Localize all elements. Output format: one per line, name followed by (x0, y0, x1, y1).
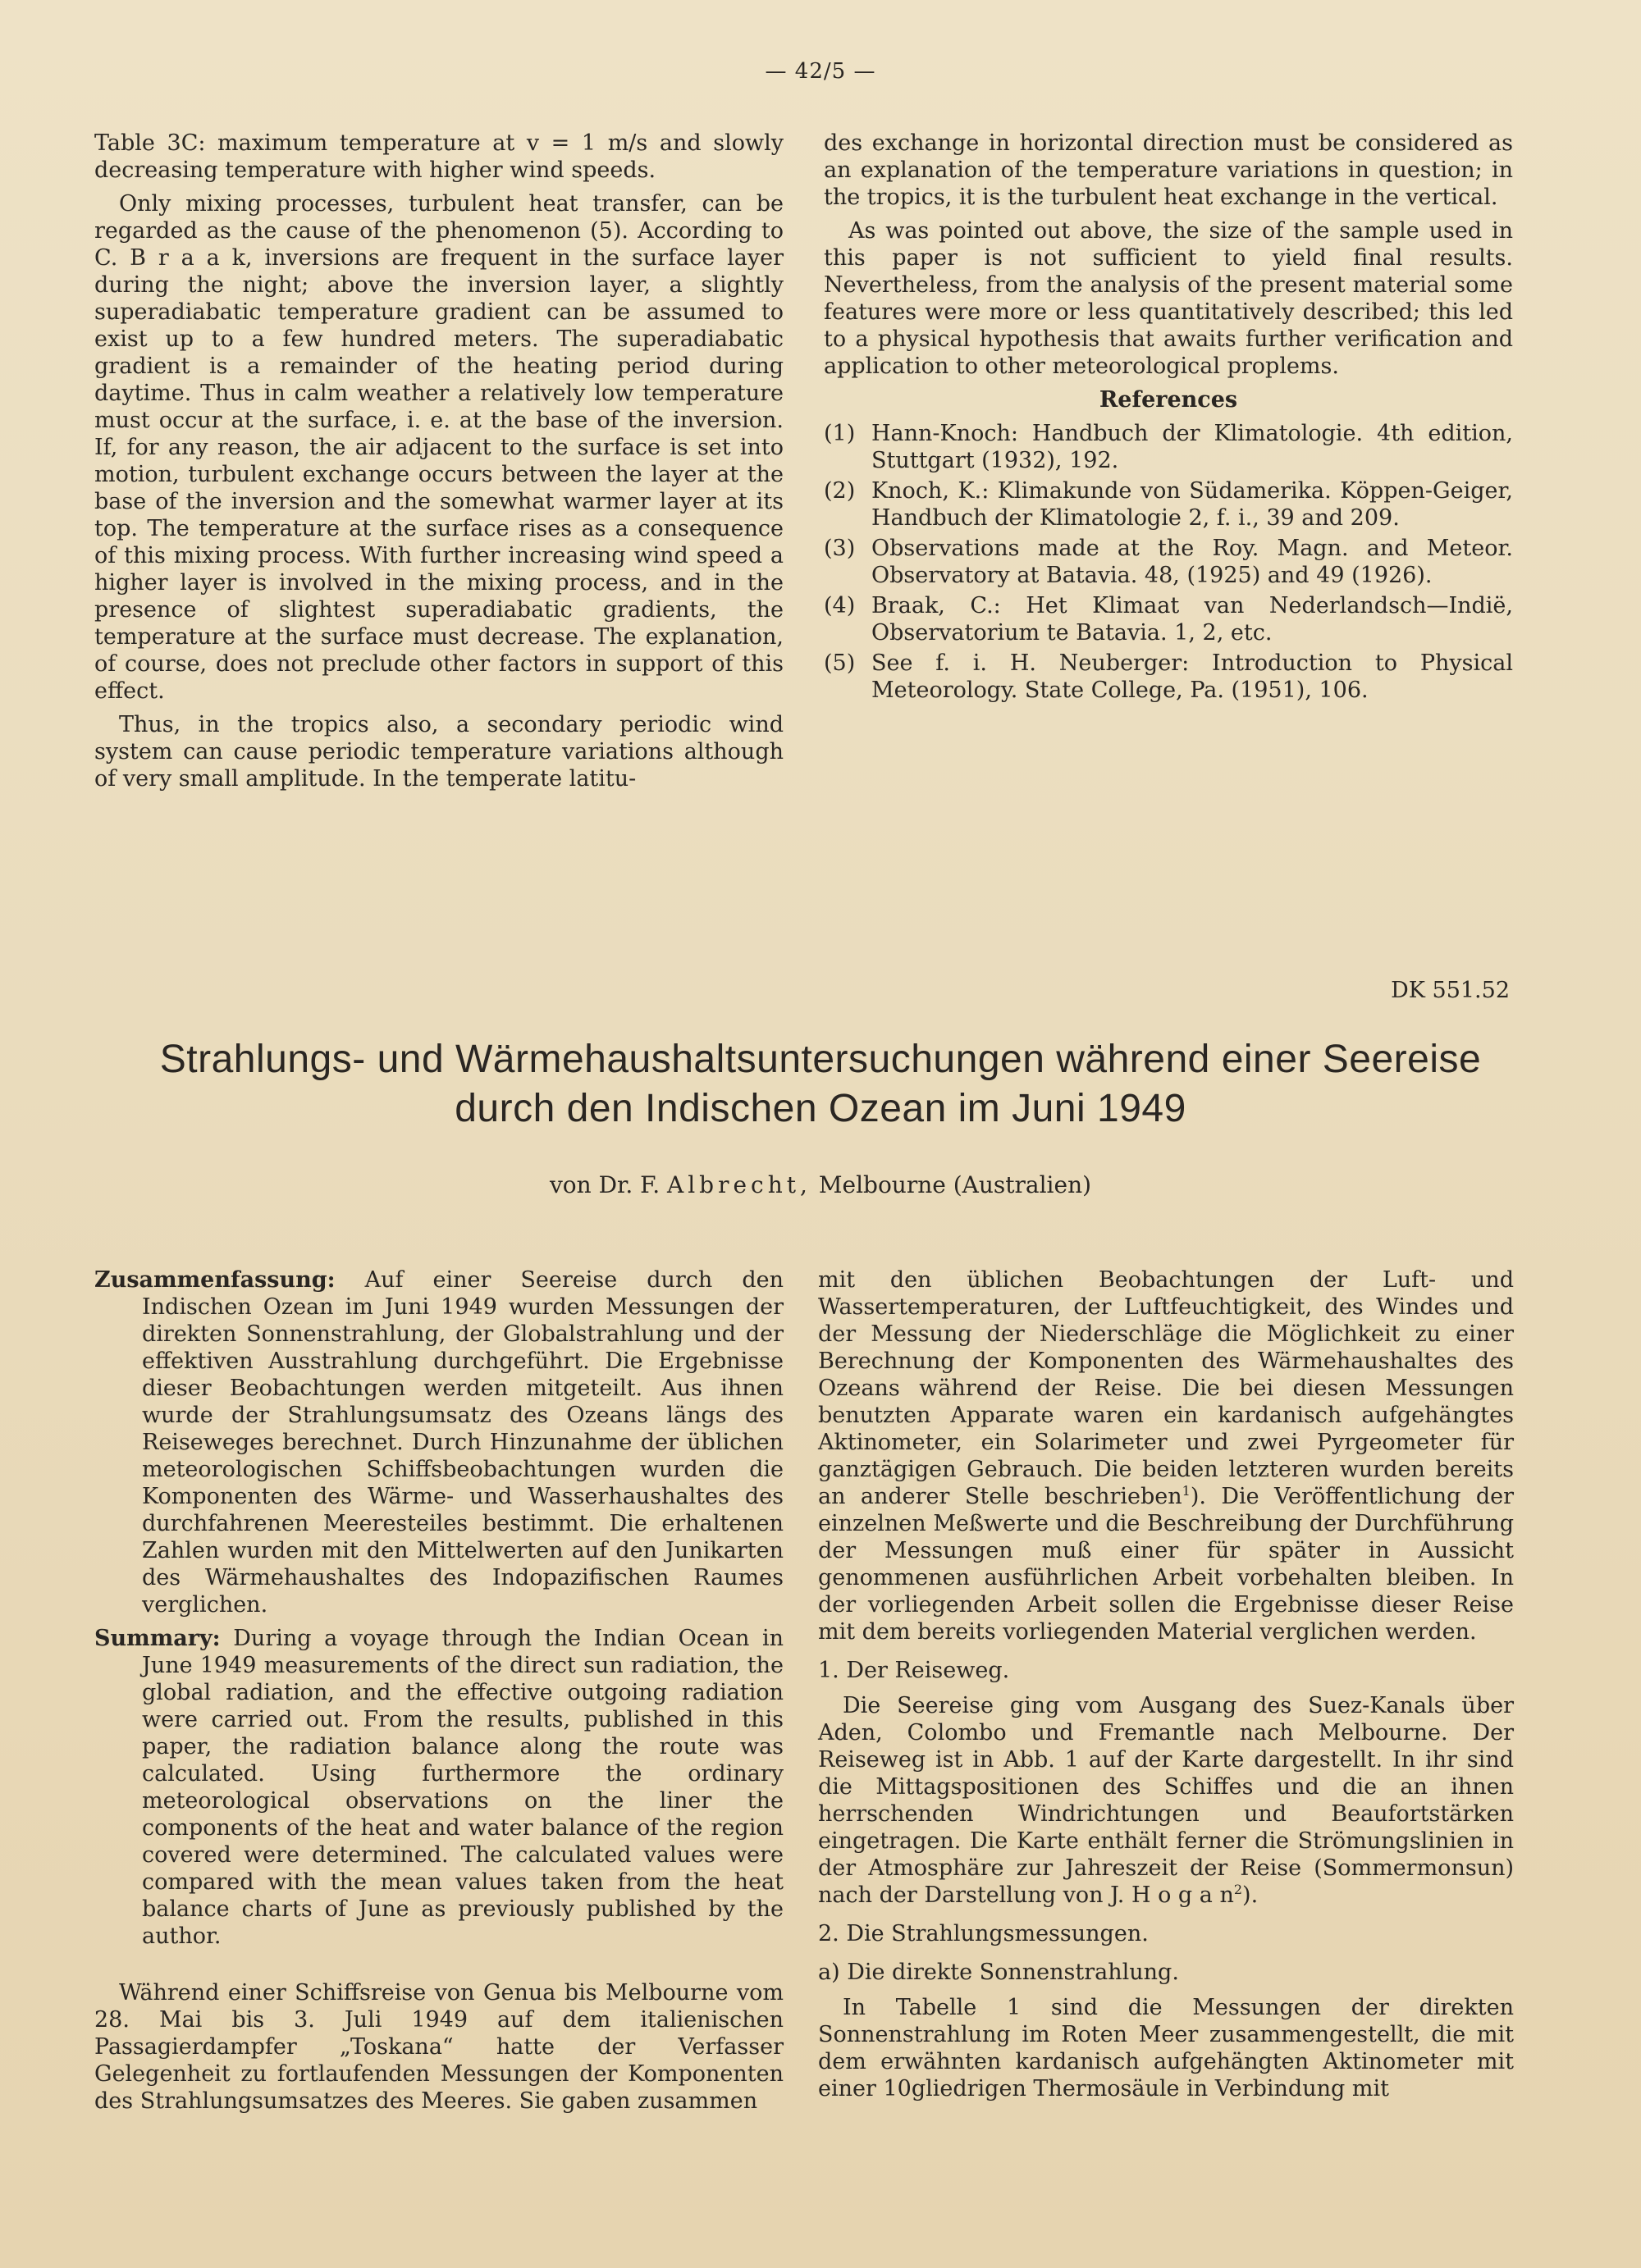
paragraph: Thus, in the tropics also, a secondary periodic wind system can cause periodic temperature variations although of very small amplitude. In the temperate latitu- (94, 712, 784, 792)
reference-number: (3) (824, 536, 856, 561)
text-run: ). (1242, 1882, 1259, 1908)
reference-text: See f. i. H. Neuberger: Introduction to Physical Meteorology. State College, Pa. (1951), 106. (871, 650, 1513, 703)
paragraph: des exchange in horizontal direction must be considered as an explanation of the temperature variations in question; in the tropics, it is the turbulent heat exchange in the vertical. (824, 130, 1513, 210)
reference-item (824, 650, 1513, 704)
footnote-ref: 2 (1233, 1882, 1243, 1897)
reference-text: Observations made at the Roy. Magn. and Meteor. Observatory at Batavia. 48, (1925) and 49 (1926). (871, 536, 1513, 588)
paragraph: Während einer Schiffsreise von Genua bis Melbourne vom 28. Mai bis 3. Juli 1949 auf dem italienischen Passagierdampfer „Toskana“ hatte der Verfasser Gelegenheit zu fortlaufenden Messungen der Komponenten des Strahlungsumsatzes des Meeres. Sie gaben zusammen (94, 1980, 784, 2114)
article-title (0, 1035, 1641, 1134)
zusammenfassung (94, 1266, 784, 1618)
paragraph (818, 1266, 1514, 1645)
left-column-top (94, 130, 784, 799)
author-name: Albrecht, (667, 1171, 811, 1198)
author-byline (0, 1171, 1641, 1198)
paragraph: Table 3C: maximum temperature at v = 1 m/s and slowly decreasing temperature with higher wind speeds. (94, 130, 784, 183)
page-number: — 42/5 — (765, 59, 876, 84)
summary (94, 1625, 784, 1950)
title-line: Strahlungs- und Wärmehaushaltsuntersuchungen während einer Seereise (159, 1038, 1482, 1081)
title-line: durch den Indischen Ozean im Juni 1949 (455, 1087, 1186, 1130)
paragraph: In Tabelle 1 sind die Messungen der direkten Sonnenstrahlung im Roten Meer zusammengestellt, die mit dem erwähnten kardanisch aufgehängten Aktinometer mit einer 10gliedrigen Thermosäule in Verbindung mit (818, 1995, 1514, 2101)
byline-prefix: von Dr. F. (549, 1171, 661, 1198)
reference-number: (1) (824, 421, 856, 446)
summary-label: Summary: (94, 1626, 221, 1651)
author-location: Melbourne (Australien) (818, 1171, 1092, 1198)
reference-text: Braak, C.: Het Klimaat van Nederlandsch—Indië, Observatorium te Batavia. 1, 2, etc. (871, 593, 1513, 646)
footnote-ref: 1 (1182, 1483, 1191, 1499)
right-column-bottom (818, 1266, 1514, 2109)
zusammenfassung-label: Zusammenfassung: (94, 1267, 336, 1293)
reference-item (824, 592, 1513, 646)
reference-item (824, 535, 1513, 589)
reference-number: (2) (824, 478, 856, 504)
text-run: Die Seereise ging vom Ausgang des Suez-Kanals über Aden, Colombo und Fremantle nach Melbourne. Der Reiseweg ist in Abb. 1 auf der Karte dargestellt. In ihr sind die Mittagspositionen des Schiffes und die an ihnen herrschenden Windrichtungen und Beaufortstärken eingetragen. Die Karte enthält ferner die Strömungslinien in der Atmosphäre zur Jahreszeit der Reise (Sommermonsun) nach der Darstellung von J. H o g a n (818, 1693, 1514, 1908)
zusammenfassung-text: Auf einer Seereise durch den Indischen Ozean im Juni 1949 wurden Messungen der direkten Sonnenstrahlung, der Globalstrahlung und der effektiven Ausstrahlung durchgeführt. Die Ergebnisse dieser Beobachtungen werden mitgeteilt. Aus ihnen wurde der Strahlungsumsatz des Ozeans längs des Reiseweges berechnet. Durch Hinzunahme der üblichen meteorologischen Schiffsbeobachtungen wurden die Komponenten des Wärme- und Wasserhaushaltes des durchfahrenen Meeresteiles bestimmt. Die erhaltenen Zahlen wurden mit den Mittelwerten auf den Junikarten des Wärmehaushaltes des Indopazifischen Raumes verglichen. (142, 1267, 784, 1618)
reference-number: (5) (824, 650, 856, 676)
paragraph: Only mixing processes, turbulent heat transfer, can be regarded as the cause of the phenomenon (5). According to C. B r a a k, inversions are frequent in the surface layer during the night; above the inversion layer, a slightly superadiabatic temperature gradient can be assumed to exist up to a few hundred meters. The superadiabatic gradient is a remainder of the heating period during daytime. Thus in calm weather a relatively low temperature must occur at the surface, i. e. at the base of the inversion. If, for any reason, the air adjacent to the surface is set into motion, turbulent exchange occurs between the layer at the base of the inversion and the somewhat warmer layer at its top. The temperature at the surface rises as a consequence of this mixing process. With further increasing wind speed a higher layer is involved in the mixing process, and in the presence of slightest superadiabatic gradients, the temperature at the surface must decrease. The explanation, of course, does not preclude other factors in support of this effect. (94, 191, 784, 704)
subsection-heading: a) Die direkte Sonnenstrahlung. (818, 1960, 1179, 1985)
left-column-bottom (94, 1266, 784, 2121)
section-heading: 1. Der Reiseweg. (818, 1658, 1010, 1683)
paragraph (818, 1692, 1514, 1909)
section-heading: 2. Die Strahlungsmessungen. (818, 1921, 1149, 1946)
right-column-top (824, 130, 1513, 707)
dk-classification: DK 551.52 (1391, 978, 1510, 1003)
paragraph: As was pointed out above, the size of the sample used in this paper is not sufficient to yield final results. Nevertheless, from the analysis of the present material some features were more or less quantitatively described; this led to a physical hypothesis that awaits further verification and application to other meteorological proplems. (824, 218, 1513, 379)
reference-item (824, 420, 1513, 474)
reference-text: Knoch, K.: Klimakunde von Südamerika. Köppen-Geiger, Handbuch der Klimatologie 2, f. i., 39 and 209. (871, 478, 1513, 531)
reference-number: (4) (824, 593, 856, 618)
reference-text: Hann-Knoch: Handbuch der Klimatologie. 4th edition, Stuttgart (1932), 192. (871, 421, 1513, 473)
reference-item (824, 477, 1513, 532)
summary-text: During a voyage through the Indian Ocean in June 1949 measurements of the direct sun radiation, the global radiation, and the effective outgoing radiation were carried out. From the results, published in this paper, the radiation balance along the route was calculated. Using furthermore the ordinary meteorological observations on the liner the components of the heat and water balance of the region covered were determined. The calculated values were compared with the mean values taken from the heat balance charts of June as previously published by the author. (142, 1626, 784, 1949)
references-heading: References (1099, 387, 1238, 413)
text-run: ). Die Veröffentlichung der einzelnen Meßwerte und die Beschreibung der Durchführung der Messungen muß einer für später in Aussicht genommenen ausführlichen Arbeit vorbehalten bleiben. In der vorliegenden Arbeit sollen die Ergebnisse dieser Reise mit dem bereits vorliegenden Material verglichen werden. (818, 1484, 1515, 1645)
text-run: mit den üblichen Beobachtungen der Luft- und Wassertemperaturen, der Luftfeuchtigkeit, des Windes und der Messung der Niederschläge die Möglichkeit zu einer Berechnung der Komponenten des Wärmehaushaltes des Ozeans während der Reise. Die bei diesen Messungen benutzten Apparate waren ein kardanisch aufgehängtes Aktinometer, ein Solarimeter und zwei Pyrgeometer für ganztägigen Gebrauch. Die beiden letzteren wurden bereits an anderer Stelle beschrieben (818, 1267, 1514, 1509)
